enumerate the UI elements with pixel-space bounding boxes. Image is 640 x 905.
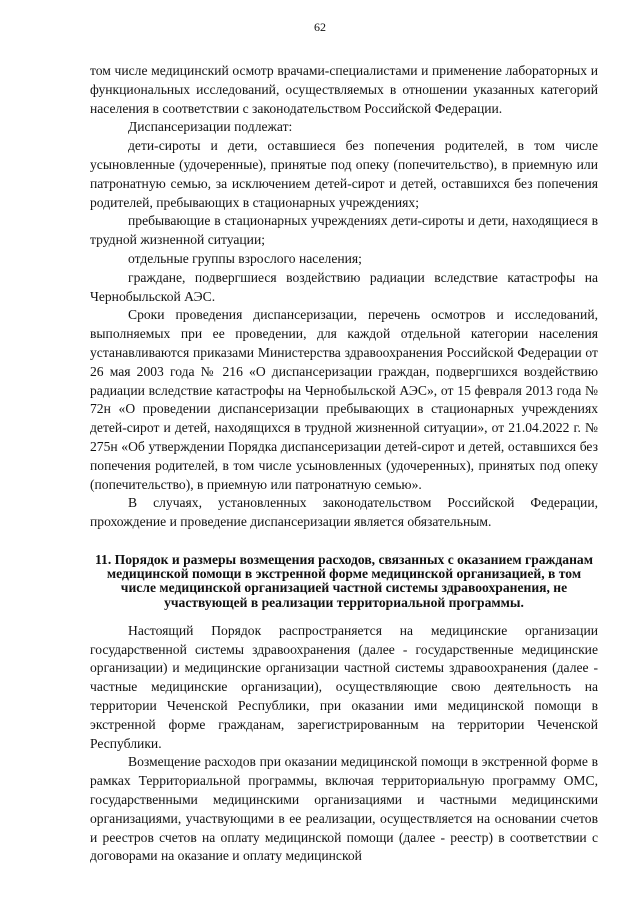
paragraph-dispensary-intro: Диспансеризации подлежат: — [128, 119, 293, 135]
paragraph-mandatory: В случаях, установленных законодательством Российской Федерации, прохождение и проведение диспансеризации является обязательным. — [90, 495, 598, 530]
section-heading: 11. Порядок и размеры возмещения расходов, связанных с оказанием гражданам медицинской помощи в экстренной форме медицинской организацией, в том числе медицинской организацией частной системы здравоохранения, не участвующей в реализации территориальной программы. — [95, 551, 593, 610]
paragraph-terms: Сроки проведения диспансеризации, перечень осмотров и исследований, выполняемых при ее проведении, для каждой отдельной категории населения устанавливаются приказами Министерства здравоохранения Российской Федерации от 26 мая 2003 года № 216 «О диспансеризации граждан, подвергшихся воздействию радиации вследствие катастрофы на Чернобыльской АЭС», от 15 февраля 2013 года № 72н «О проведении диспансеризации пребывающих в стационарных учреждениях детей-сирот и детей, находящихся в трудной жизненной ситуации», от 21.04.2022 г. № 275н «Об утверждении Порядка диспансеризации детей-сирот и детей, оставшихся без попечения родителей, в том числе усыновленных (удочеренных), принятых под опеку (попечительство), в приемную или патронатную семью». — [90, 307, 598, 492]
list-item-chernobyl: граждане, подвергшиеся воздействию радиации вследствие катастрофы на Чернобыльской АЭС. — [90, 269, 598, 304]
paragraph-scope: Настоящий Порядок распространяется на медицинские организации государственной системы здравоохранения (далее - государственные медицинские организации) и медицинские организации частной системы здравоохранения (далее - частные медицинские организации), осуществляющие свою деятельность на территории Чеченской Республики, при оказании ими медицинской помощи в экстренной форме гражданам, зарегистрированным на территории Чеченской Республики. — [90, 622, 598, 751]
page-number: 62 — [314, 20, 326, 34]
list-item-institution-children: пребывающие в стационарных учреждениях дети-сироты и дети, находящиеся в трудной жизненной ситуации; — [90, 213, 598, 248]
paragraph-continuation: том числе медицинский осмотр врачами-специалистами и применение лабораторных и функциональных исследований, осуществляемых в отношении указанных категорий населения в соответствии с законодательством Российской Федерации. — [90, 63, 598, 116]
document-body — [90, 62, 598, 866]
paragraph-reimbursement: Возмещение расходов при оказании медицинской помощи в экстренной форме в рамках Территориальной программы, включая территориальную программу ОМС, государственными медицинскими организациями и частными медицинскими организациями, участвующими в ее реализации, осуществляется на основании счетов и реестров счетов на оплату медицинской помощи (далее - реестр) в соответствии с договорами на оказание и оплату медицинской — [90, 754, 598, 864]
list-item-adult-groups: отдельные группы взрослого населения; — [128, 250, 362, 266]
list-item-orphans: дети-сироты и дети, оставшиеся без попечения родителей, в том числе усыновленные (удочеренные), принятые под опеку (попечительство), в приемную или патронатную семью, за исключением детей-сирот и детей, оставшихся без попечения родителей, пребывающих в стационарных учреждениях; — [90, 138, 598, 210]
